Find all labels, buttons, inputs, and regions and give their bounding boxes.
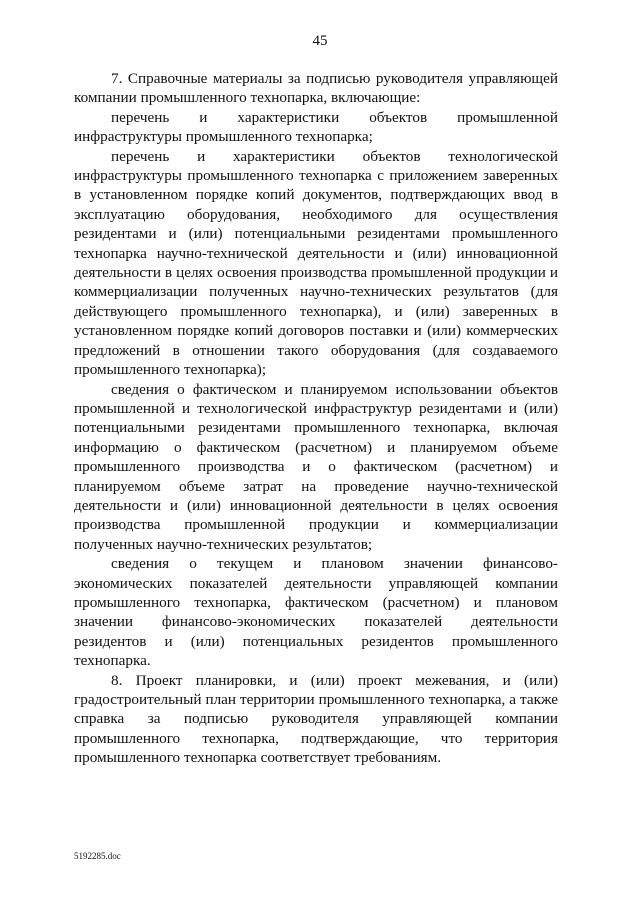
- paragraph-8-planning: 8. Проект планировки, и (или) проект межевания, и (или) градостроительный план территории промышленного технопарка, а также справка за подписью руководителя управляющей компании промышленного технопарка, подтверждающие, что территория промышленного технопарка соответствует требованиям.: [74, 671, 558, 767]
- document-body: [74, 69, 558, 768]
- paragraph-technological-infrastructure: перечень и характеристики объектов технологической инфраструктуры промышленного технопарка с приложением заверенных в установленном порядке копий документов, подтверждающих ввод в эксплуатацию оборудования, необходимого для осуществления резидентами и (или) потенциальными резидентами промышленного технопарка научно-технической деятельности и (или) инновационной деятельности в целях освоения производства промышленной продукции и коммерциализации полученных научно-технических результатов (для действующего промышленного технопарка), и (или) заверенных в установленном порядке копий договоров поставки и (или) коммерческих предложений в отношении такого оборудования (для создаваемого промышленного технопарка);: [74, 147, 558, 379]
- paragraph-7-intro: 7. Справочные материалы за подписью руководителя управляющей компании промышленного технопарка, включающие:: [74, 70, 558, 107]
- paragraph-financial-indicators: сведения о текущем и плановом значении финансово-экономических показателей деятельности управляющей компании промышленного технопарка, фактическом (расчетном) и плановом значении финансово-экономических показателей деятельности резидентов и (или) потенциальных резидентов промышленного технопарка.: [74, 555, 558, 670]
- document-footer-filename: 5192285.doc: [74, 851, 121, 861]
- page-number: 45: [312, 33, 328, 49]
- paragraph-industrial-infrastructure: перечень и характеристики объектов промышленной инфраструктуры промышленного технопарка;: [74, 108, 558, 146]
- paragraph-infrastructure-usage: сведения о фактическом и планируемом использовании объектов промышленной и технологической инфраструктур резидентами и (или) потенциальными резидентами промышленного технопарка, включая информацию о фактическом (расчетном) и планируемом объеме промышленного производства и о фактическом (расчетном) и планируемом объеме затрат на проведение научно-технической деятельности и (или) инновационной деятельности в целях освоения производства промышленной продукции и коммерциализации полученных научно-технических результатов;: [74, 380, 558, 553]
